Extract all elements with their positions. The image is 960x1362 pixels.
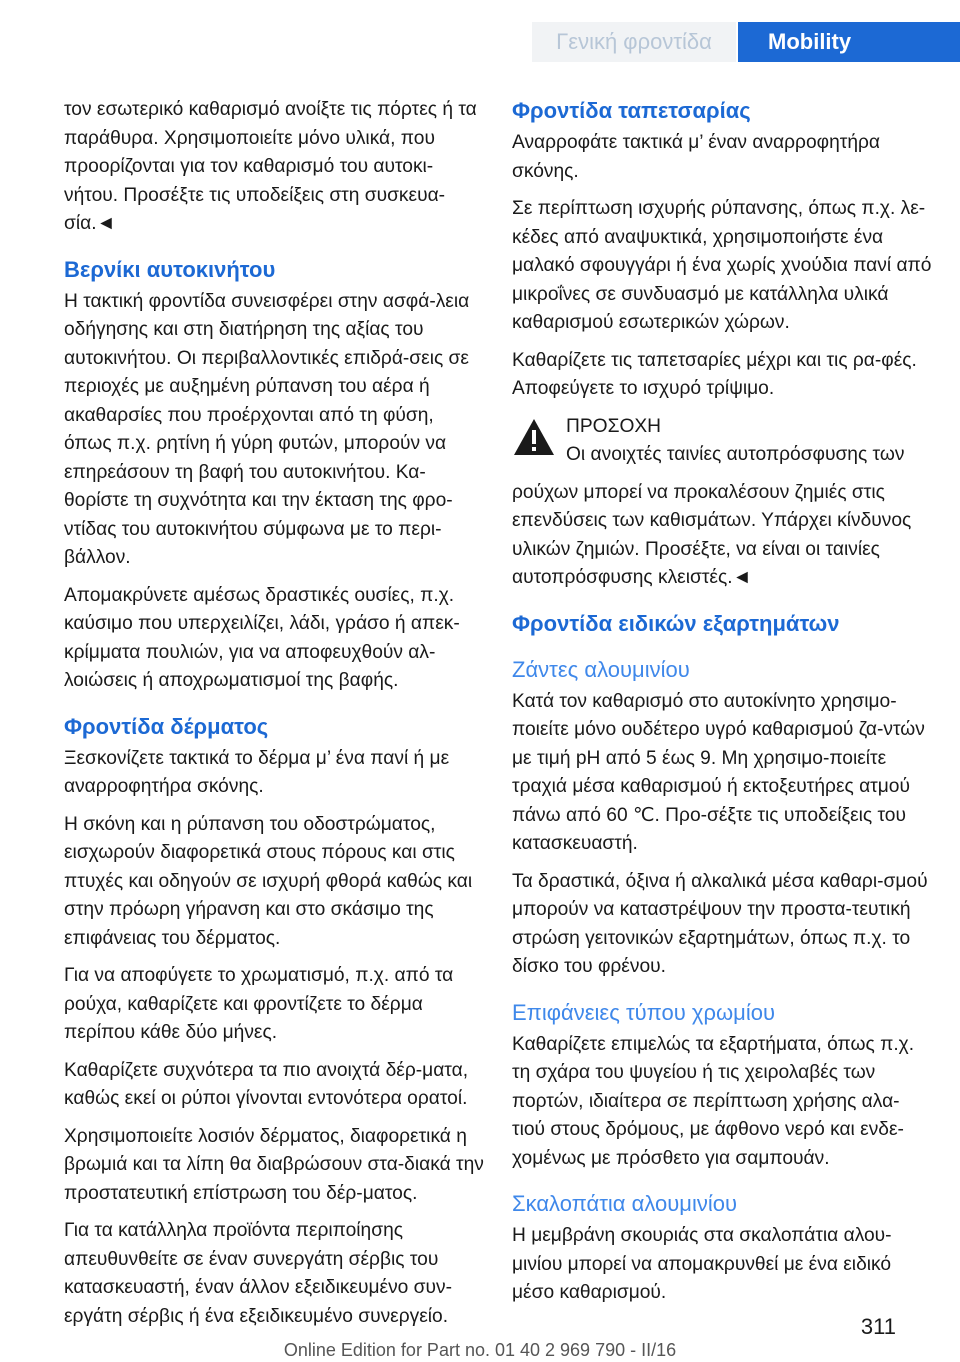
- paragraph: Η σκόνη και η ρύπανση του οδοστρώματος, εισχωρούν διαφορετικά στους πόρους και στις πτυχές και οδηγούν σε ισχυρή φθορά καθώς και στην πρόωρη γήρανση και στο σκάσιμο της επιφάνειας του δέρματος.: [64, 813, 473, 949]
- warning-text: ρούχων μπορεί να προκαλέσουν ζημιές στις επενδύσεις των καθισμάτων. Υπάρχει κίνδυνος υλικών ζημιών. Προσέξτε, να είναι οι ταινίες αυτοπρόσφυσης κλειστές.◄: [512, 481, 912, 588]
- paragraph: Κατά τον καθαρισμό στο αυτοκίνητο χρησιμο-ποιείτε μόνο ουδέτερο υγρό καθαρισμού ζα-ντών με τιμή pH από 5 έως 9. Μη χρησιμο-ποιείτε τραχιά μέσα καθαρισμού ή εκτοξευτήρες ατμού πάνω από 60 ℃. Προ-σέξτε τις υποδείξεις του κατασκευαστή.: [512, 690, 925, 854]
- paragraph: Για να αποφύγετε το χρωματισμό, π.χ. από τα ρούχα, καθαρίζετε και φροντίζετε το δέρμα περίπου κάθε δύο μήνες.: [64, 965, 454, 1043]
- heading-car-paint: Βερνίκι αυτοκινήτου: [64, 256, 276, 282]
- paragraph: Η μεμβράνη σκουριάς στα σκαλοπάτια αλου-μινίου μπορεί να απομακρυνθεί με ένα ειδικό μέσο καθαρισμού.: [512, 1225, 892, 1303]
- heading-special-parts-care: Φροντίδα ειδικών εξαρτημάτων: [512, 610, 840, 636]
- heading-leather-care: Φροντίδα δέρματος: [64, 713, 269, 739]
- paragraph: Αναρροφάτε τακτικά μ’ έναν αναρροφητήρα σκόνης.: [512, 132, 881, 182]
- paragraph: τον εσωτερικό καθαρισμό ανοίξτε τις πόρτες ή τα παράθυρα. Χρησιμοποιείτε μόνο υλικά, που προορίζονται για τον καθαρισμό του αυτοκι-νήτου. Προσέξτε τις υποδείξεις στη συσκευα-σία.◄: [64, 99, 477, 234]
- paragraph: Καθαρίζετε επιμελώς τα εξαρτήματα, όπως π.χ. τη σχάρα του ψυγείου ή τις χειρολαβές των πορτών, ιδιαίτερα σε περίπτωση χρήσης αλα-τιού στους δρόμους, με άφθονο νερό και ενδε-χομένως με πρόσθετο για σαμπουάν.: [512, 1033, 915, 1169]
- paragraph: Σε περίπτωση ισχυρής ρύπανσης, όπως π.χ. λε-κέδες από αναψυκτικά, χρησιμοποιήστε ένα μαλακό σφουγγάρι ή ένα χωρίς χνούδια πανί από μικροΐνες σε συνδυασμό με κατάλληλα υλικά καθαρισμού εσωτερικών χώρων.: [512, 198, 932, 333]
- paragraph: Η τακτική φροντίδα συνεισφέρει στην ασφά-λεια οδήγησης και στη διατήρηση της αξίας του αυτοκινήτου. Οι περιβαλλοντικές επιδρά-σεις σε περιοχές με αυξημένη ρύπανση του αέρα ή ακαθαρσίες που προέρχονται από τη φύση, όπως π.χ. ρητίνη ή γύρη φυτών, μπορούν να επηρεάσουν τη βαφή του αυτοκινήτου. Κα-θορίστε τη συχνότητα και την έκταση της φρο-ντίδας του αυτοκινήτου σύμφωνα με το περι-βάλλον.: [64, 290, 470, 568]
- section-tab-general-care: Γενική φροντίδα: [532, 22, 736, 62]
- paragraph: Τα δραστικά, όξινα ή αλκαλικά μέσα καθαρι-σμού μπορούν να καταστρέψουν την προστα-τευτική στρώση γειτονικών εξαρτημάτων, όπως π.χ. το δίσκο του φρένου.: [512, 870, 928, 977]
- paragraph: Καθαρίζετε τις ταπετσαρίες μέχρι και τις ρα-φές. Αποφεύγετε το ισχυρό τρίψιμο.: [512, 349, 917, 399]
- warning-notice: [512, 413, 932, 593]
- heading-upholstery-care: Φροντίδα ταπετσαρίας: [512, 98, 751, 123]
- paragraph: Για τα κατάλληλα προϊόντα περιποίησης απευθυνθείτε σε έναν συνεργάτη σέρβις του κατασκευαστή, έναν άλλον εξειδικευμένο συν-εργάτη σέρβις ή ένα εξειδικευμένο συνεργείο.: [64, 1220, 453, 1327]
- paragraph: Απομακρύνετε αμέσως δραστικές ουσίες, π.χ. καύσιμο που υπερχειλίζει, λάδι, γράσο ή απεκ-κρίμματα πουλιών, για να αποφευχθούν αλ-λοιώσεις ή αποχρωματισμοί της βαφής.: [64, 584, 460, 691]
- page-number: 311: [860, 1314, 896, 1339]
- left-column: [64, 96, 484, 1340]
- paragraph: Χρησιμοποιείτε λοσιόν δέρματος, διαφορετικά η βρωμιά και τα λίπη θα διαβρώσουν στα-διακά την προστατευτική επίστρωση του δέρ-ματος.: [64, 1125, 484, 1204]
- warning-title: ΠΡΟΣΟΧΗ: [566, 415, 662, 437]
- warning-text-line: Οι ανοιχτές ταινίες αυτοπρόσφυσης των: [566, 444, 905, 465]
- right-column: [512, 96, 932, 1317]
- subheading-aluminium-steps: Σκαλοπάτια αλουμινίου: [512, 1191, 738, 1216]
- subheading-chrome-surfaces: Επιφάνειες τύπου χρωμίου: [512, 999, 775, 1025]
- paragraph: Ξεσκονίζετε τακτικά το δέρμα μ’ ένα πανί ή με αναρροφητήρα σκόνης.: [64, 747, 450, 797]
- paragraph: Καθαρίζετε συχνότερα τα πιο ανοιχτά δέρ-ματα, καθώς εκεί οι ρύποι γίνονται εντονότερα ορατοί.: [64, 1059, 469, 1109]
- section-tab-mobility: Mobility: [738, 22, 960, 62]
- subheading-alloy-wheels: Ζάντες αλουμινίου: [512, 656, 690, 682]
- page-header: [0, 0, 960, 62]
- warning-triangle-icon: [512, 417, 556, 457]
- edition-footer: Online Edition for Part no. 01 40 2 969 790 - II/16: [283, 1340, 677, 1360]
